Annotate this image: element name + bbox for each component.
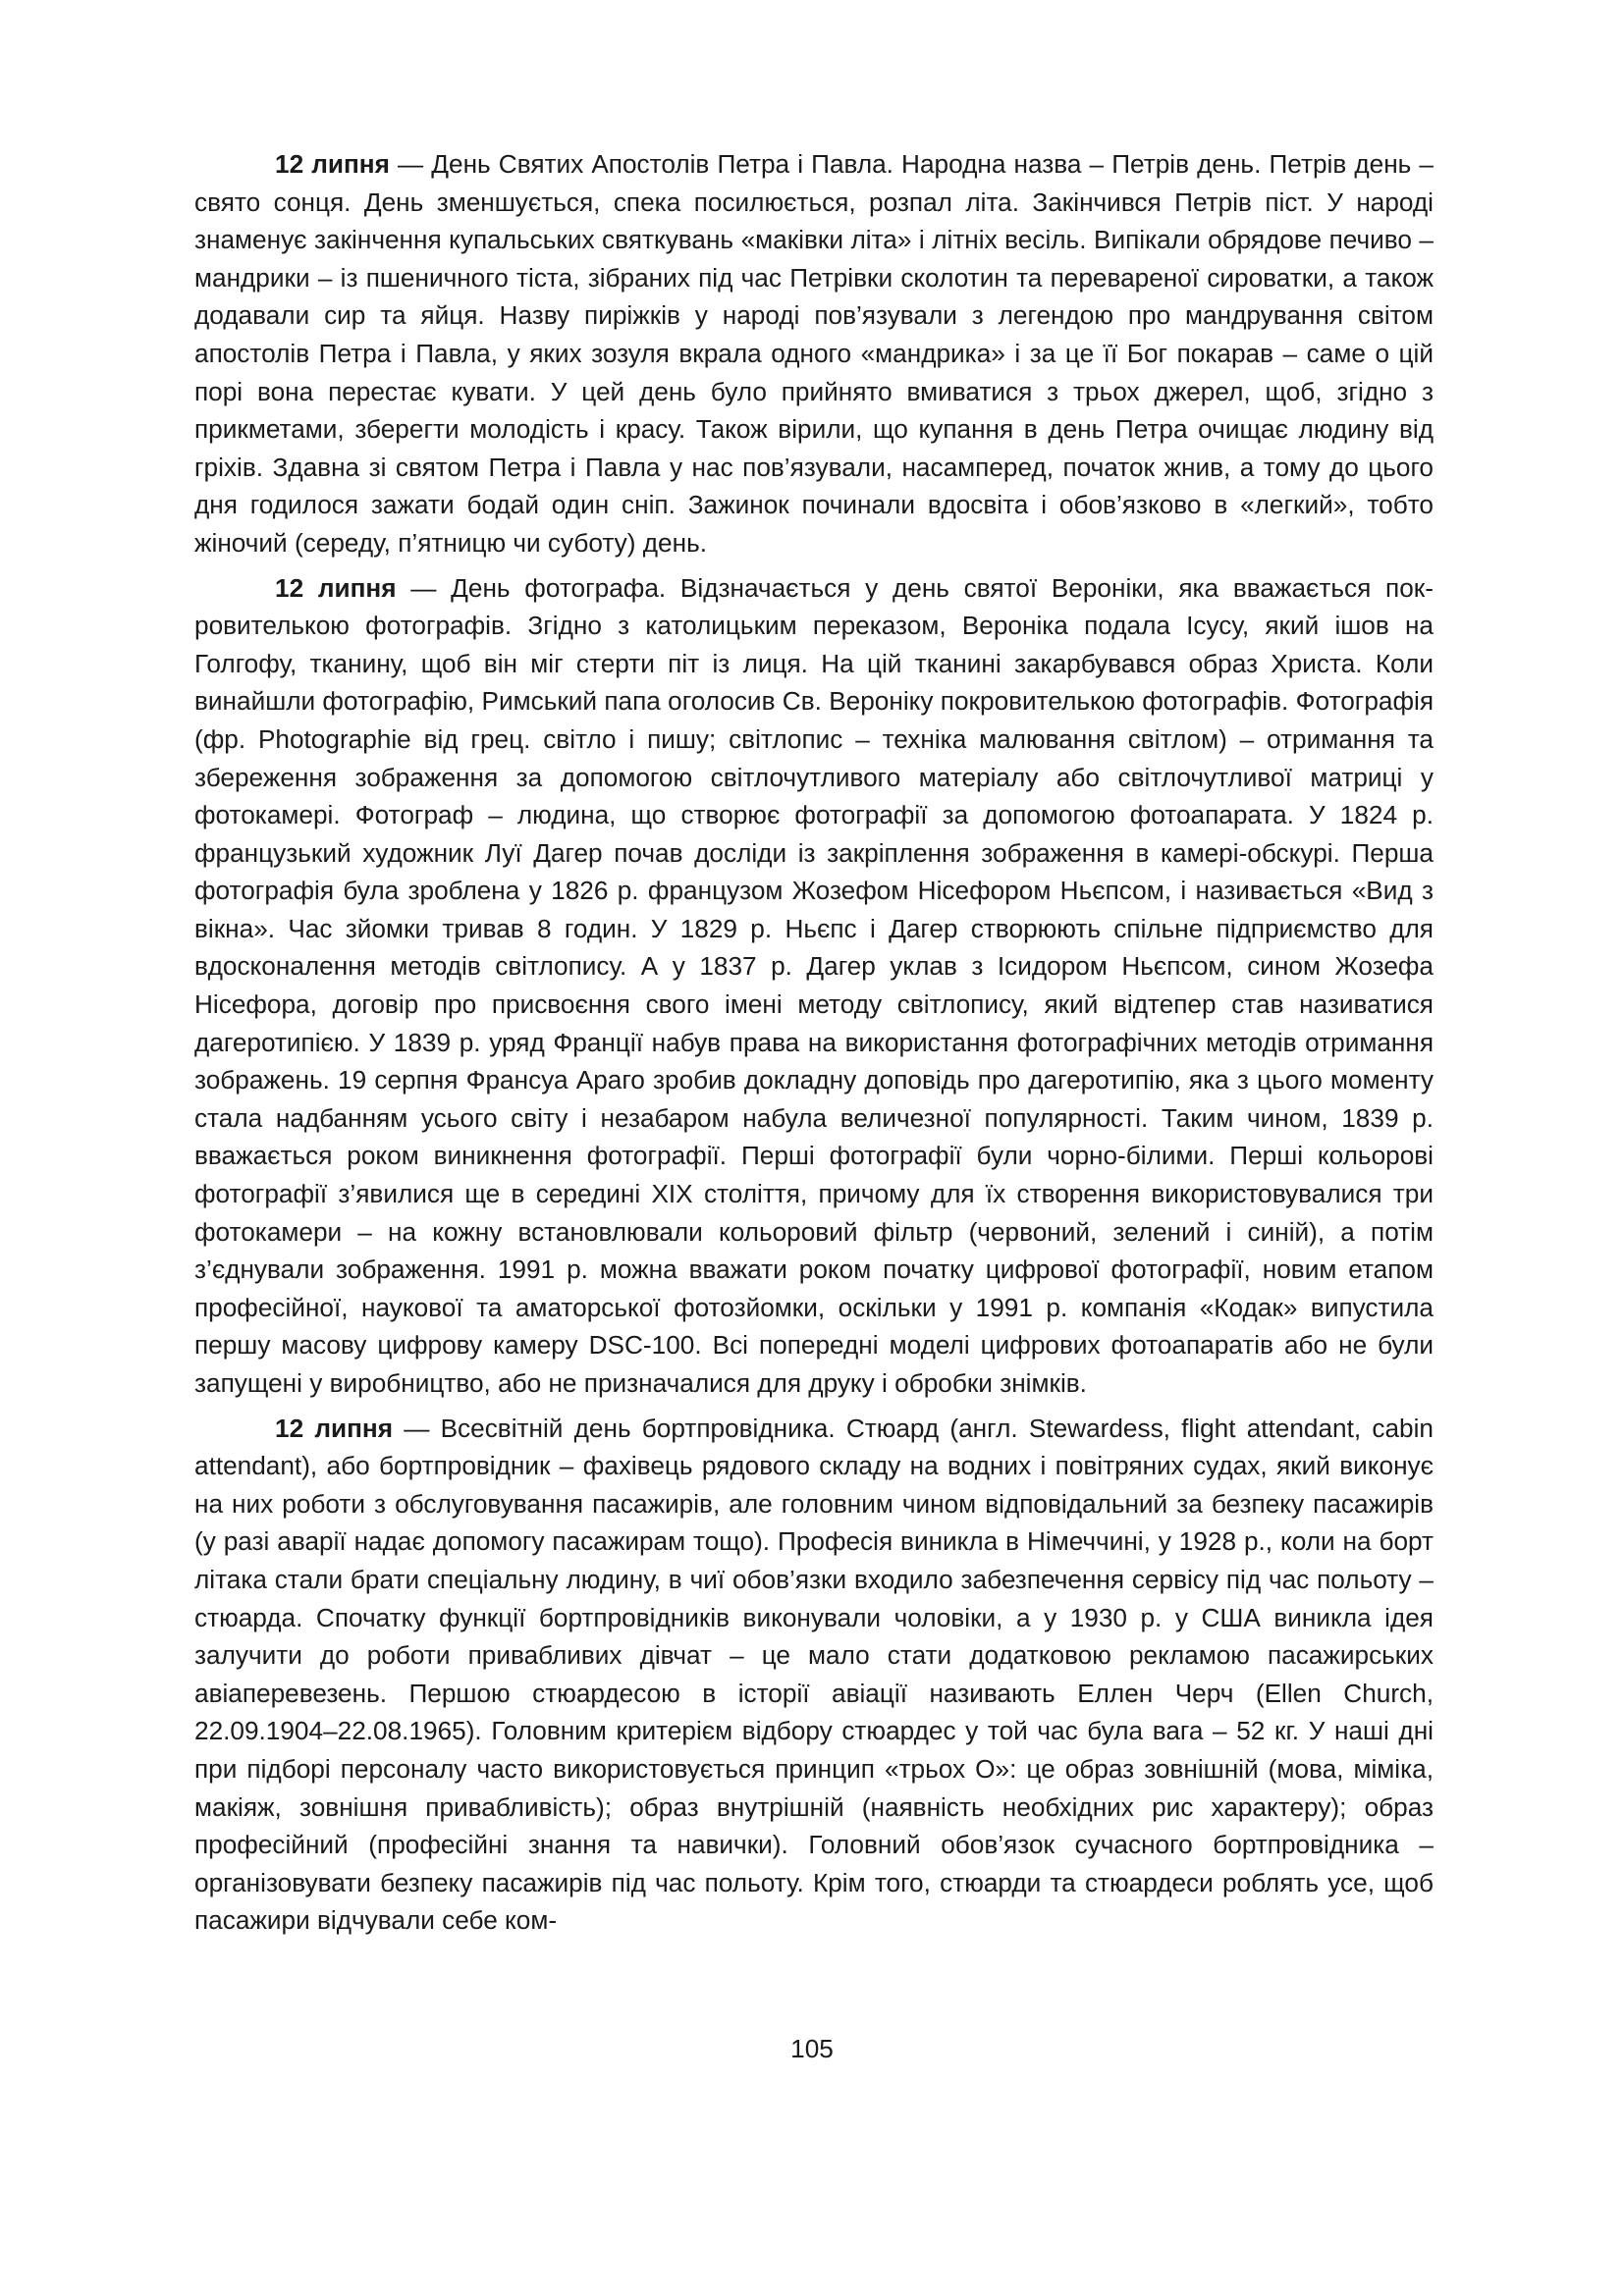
page-number: 105 [790, 2034, 834, 2063]
paragraph-peter-paul-day [194, 145, 1434, 562]
paragraph-text: — Всесвітній день бортпровідника. Стюард (англ. Stewardess, flight attendant, cabin attendant), або бортпровідник – фахівець рядового складу на водних і повітряних судах, який виконує на них роботи з обслуговування пасажирів, але головним чином відповідальний за безпеку пасажирів (у разі аварії надає допомогу пасажирам тощо). Професія виникла в Німеччині, у 1928 р., коли на борт літака стали брати спеціальну людину, в чиї обов’язки входило забезпечення сервісу під час польоту – стюарда. Спочатку функції бортпровідників виконували чоловіки, а у 1930 р. у США виникла ідея залучити до роботи привабливих дівчат – це мало стати додатковою рекламою пасажирських авіаперевезень. Першою стюардесою в історії авіації називають Еллен Черч (Ellen Church, 22.09.1904–22.08.1965). Головним критерієм відбору стюардес у той час була вага – 52 кг. У наші дні при підборі персоналу часто використовується принцип «трьох О»: це образ зовнішній (мова, міміка, макіяж, зовнішня привабливість); образ внутрішній (наявність необхідних рис характеру); образ професійний (професійні знання та навички). Головний обов’язок сучасного бортпровідника – організовувати безпеку пасажирів під час польоту. Крім того, стюарди та стюардеси роблять усе, щоб пасажири відчували себе ком- [194, 1413, 1434, 1936]
paragraph-text: — День Святих Апостолів Петра і Павла. Народна назва – Петрів день. Петрів день – свято сонця. День зменшується, спека посилюється, розпал літа. Закінчився Петрів піст. У народі знаменує закінчення купальських святкувань «маківки літа» і літніх весіль. Випікали обрядове печиво – мандрики – із пшеничного тіста, зібраних під час Петрівки сколотин та перевареної сироватки, а також додавали сир та яйця. Назву пиріжків у народі пов’язували з легендою про мандрування світом апостолів Петра і Павла, у яких зозуля вкрала одного «мандрика» і за це її Бог покарав – саме о цій порі вона перестає кувати. У цей день було прийнято вмиватися з трьох джерел, щоб, згідно з прикметами, зберегти молодість і красу. Також вірили, що купання в день Петра очищає людину від гріхів. Здавна зі святом Петра і Павла у нас пов’язували, насамперед, початок жнив, а тому до цього дня годилося зажати бодай один сніп. Зажинок починали вдосвіта і обов’язково в «легкий», тобто жіночий (середу, п’ятницю чи суботу) день. [194, 149, 1434, 558]
page-body [194, 145, 1434, 1947]
paragraph-date: 12 липня [275, 572, 397, 603]
paragraph-text: — День фотографа. Відзначається у день святої Вероніки, яка вважається покровителькою фотографів. Згідно з католицьким переказом, Вероніка подала Ісусу, який ішов на Голгофу, тканину, щоб він міг стерти піт із лиця. На цій тканині закарбувався образ Христа. Коли винайшли фотографію, Римський папа оголосив Св. Вероніку покровителькою фотографів. Фотографія (фр. Photographie від грец. світло і пишу; світлопис – техніка малювання світлом) – отримання та збереження зображення за допомогою світлочутливого матеріалу або світлочутливої матриці у фотокамері. Фотограф – людина, що створює фотографії за допомогою фотоапарата. У 1824 р. французький художник Луї Дагер почав досліди із закріплення зображення в камері-обскурі. Перша фотографія була зроблена у 1826 р. французом Жозефом Нісефором Ньєпсом, і називається «Вид з вікна». Час зйомки тривав 8 годин. У 1829 р. Ньєпс і Дагер створюють спільне підприємство для вдосконалення методів світлопису. А у 1837 р. Дагер уклав з Ісидором Ньєпсом, сином Жозефа Нісефора, договір про присвоєння свого імені методу світлопису, який відтепер став називатися дагеротипією. У 1839 р. уряд Франції набув права на використання фотографічних методів отримання зображень. 19 серпня Франсуа Араго зробив докладну доповідь про дагеротипію, яка з цього моменту стала надбанням усього світу і незабаром набула величезної популярності. Таким чином, 1839 р. вважається роком виникнення фотографії. Перші фотографії були чорно-білими. Перші кольорові фотографії з’явилися ще в середині XIX століття, причому для їх створення використовувалися три фотокамери – на кожну встановлювали кольоровий фільтр (червоний, зелений і синій), а потім з’єднували зображення. 1991 р. можна вважати роком початку цифрової фотографії, новим етапом професійної, наукової та аматорської фотозйомки, оскільки у 1991 р. компанія «Кодак» випустила першу масову цифрову камеру DSC-100. Всі попередні моделі цифрових фотоапаратів або не були запущені у виробництво, або не призначалися для друку і обробки знімків. [194, 572, 1434, 1398]
paragraph-date: 12 липня [275, 1413, 393, 1443]
paragraph-date: 12 липня [275, 149, 390, 179]
paragraph-flight-attendant-day [194, 1410, 1434, 1940]
paragraph-photographer-day [194, 569, 1434, 1403]
